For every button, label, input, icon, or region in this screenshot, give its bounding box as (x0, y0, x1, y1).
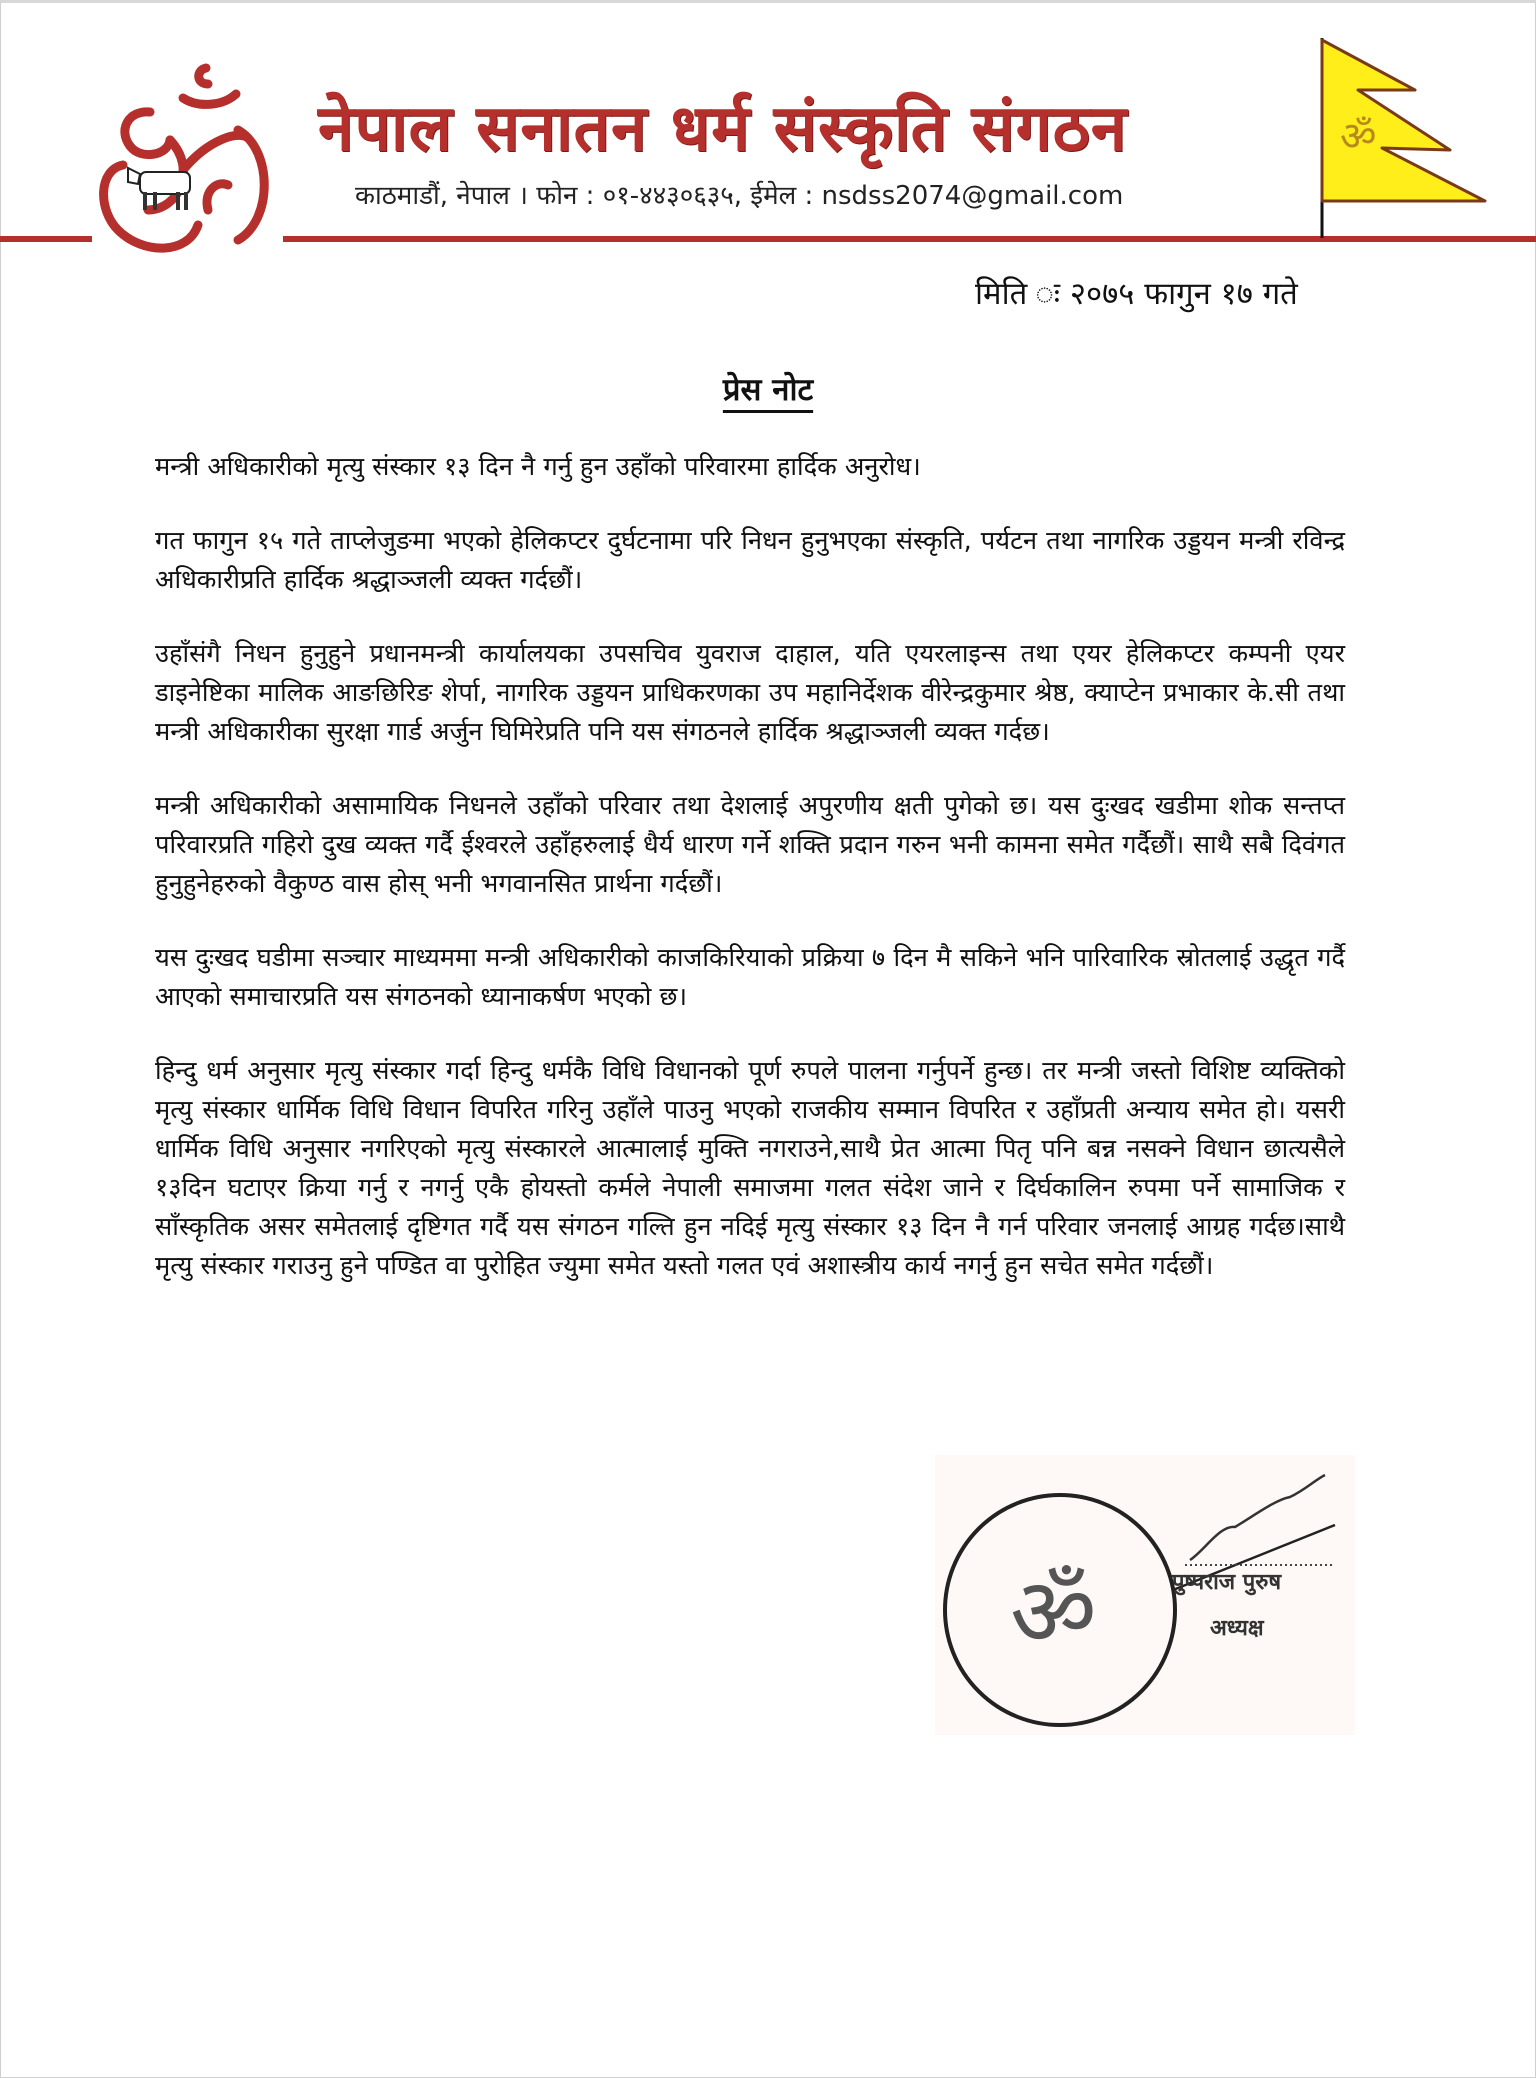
svg-text:ॐ: ॐ (88, 60, 89, 61)
flag-om-symbol: ॐ (1340, 114, 1377, 160)
paragraph: हिन्दु धर्म अनुसार मृत्यु संस्कार गर्दा हिन्दु धर्मकै विधि विधानको पूर्ण रुपले पालना गर्नुपर्ने हुन्छ। तर मन्त्री जस्तो विशिष्ट व्यक्तिको मृत्यु संस्कार धार्मिक विधि विधान विपरित गरिनु उहाँले पाउनु भएको राजकीय सम्मान विपरित र उहाँप्रती अन्याय समेत हो। यसरी धार्मिक विधि अनुसार नगरिएको मृत्यु संस्कारले आत्मालाई मुक्ति नगराउने,साथै प्रेत आत्मा पितृ पनि बन्न नसक्ने विधान छात्यसैले १३दिन घटाएर क्रिया गर्नु र नगर्नु एकै होयस्तो कर्मले नेपाली समाजमा गलत संदेश जाने र दिर्घकालिन रुपमा पर्ने सामाजिक र साँस्कृतिक असर समेतलाई दृष्टिगत गर्दै यस संगठन गल्ति हुन नदिई मृत्यु संस्कार १३ दिन नै गर्न परिवार जनलाई आग्रह गर्दछ।साथै मृत्यु संस्कार गराउनु हुने पण्डित वा पुरोहित ज्युमा समेत यस्तो गलत एवं अशास्त्रीय कार्य नगर्नु हुन सचेत समेत गर्दछौं। (155, 1056, 1345, 1281)
signatory-title: अध्यक्ष (1210, 1616, 1264, 1641)
paragraph: गत फागुन १५ गते ताप्लेजुङमा भएको हेलिकप्टर दुर्घटनामा परि निधन हुनुभएका संस्कृति, पर्यटन तथा नागरिक उड्डयन मन्त्री रविन्द्र अधिकारीप्रति हार्दिक श्रद्धाञ्जली व्यक्त गर्दछौं। (155, 526, 1345, 595)
stamp-om-symbol: ॐ (1010, 1558, 1097, 1668)
paragraph: यस दुःखद घडीमा सञ्चार माध्यममा मन्त्री अधिकारीको काजकिरियाको प्रक्रिया ७ दिन मै सकिने भनि पारिवारिक स्रोतलाई उद्धृत गर्दै आएको समाचारप्रति यस संगठनको ध्यानाकर्षण भएको छ। (155, 943, 1345, 1012)
official-stamp-signature (935, 1455, 1355, 1735)
paragraph: मन्त्री अधिकारीको असामायिक निधनले उहाँको परिवार तथा देशलाई अपुरणीय क्षती पुगेको छ। यस दुःखद खडीमा शोक सन्तप्त परिवारप्रति गहिरो दुख व्यक्त गर्दै ईश्वरले उहाँहरुलाई धैर्य धारण गर्ने शक्ति प्रदान गरुन भनी कामना समेत गर्दैछौं। साथै सबै दिवंगत हुनुहुनेहरुको वैकुण्ठ वास होस् भनी भगवानसित प्रार्थना गर्दछौं। (155, 791, 1345, 899)
press-note-heading (0, 368, 1536, 410)
signatory-name: पुष्पराज पुरुष (1172, 1570, 1282, 1595)
press-note-body (155, 448, 1345, 1321)
header-rule-left (0, 236, 92, 242)
paragraph: मन्त्री अधिकारीको मृत्यु संस्कार १३ दिन नै गर्नु हुन उहाँको परिवारमा हार्दिक अनुरोध। (155, 452, 921, 482)
paragraph: उहाँसंगै निधन हुनुहुने प्रधानमन्त्री कार्यालयका उपसचिव युवराज दाहाल, यति एयरलाइन्स तथा एयर हेलिकप्टर कम्पनी एयर डाइनेष्टिका मालिक आङछिरिङ शेर्पा, नागरिक उड्डयन प्राधिकरणका उप महानिर्देशक वीरेन्द्रकुमार श्रेष्ठ, क्याप्टेन प्रभाकार के.सी तथा मन्त्री अधिकारीका सुरक्षा गार्ड अर्जुन घिमिरेप्रति पनि यस संगठनले हार्दिक श्रद्धाञ्जली व्यक्त गर्दछ। (155, 639, 1345, 747)
contact-line: काठमाडौं, नेपाल । फोन : ०१-४४३०६३५, ईमेल : nsdss2074@gmail.com (355, 181, 1124, 211)
om-cow-logo (88, 60, 298, 270)
heading-text: प्रेस नोट (722, 372, 814, 408)
organization-name: नेपाल सनातन धर्म संस्कृति संगठन (318, 92, 1128, 166)
nepal-flag-icon (1310, 38, 1510, 248)
date-line: मिति ः २०७५ फागुन १७ गते (975, 276, 1298, 312)
